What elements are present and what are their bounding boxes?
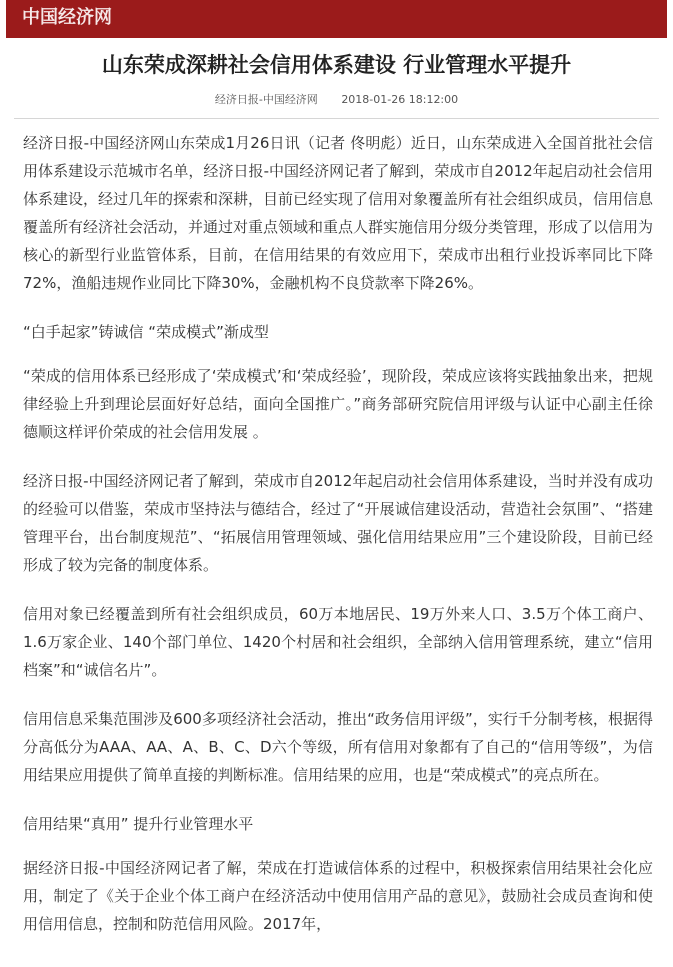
article-title: 山东荣成深耕社会信用体系建设 行业管理水平提升	[101, 53, 572, 77]
title-divider	[14, 118, 659, 119]
article-paragraph: 信用对象已经覆盖到所有社会组织成员，60万本地居民、19万外来人口、3.5万个体工商户、1.6万家企业、140个部门单位、1420个村居和社会组织，全部纳入信用管理系统，建立“信用档案”和“诚信名片”。	[23, 605, 653, 679]
site-header-bar	[6, 0, 667, 38]
article-paragraph: 信用信息采集范围涉及600多项经济社会活动，推出“政务信用评级”，实行千分制考核，根据得分高低分为AAA、AA、A、B、C、D六个等级，所有信用对象都有了自己的“信用等级”，为信用结果应用提供了简单直接的判断标准。信用结果的应用，也是“荣成模式”的亮点所在。	[23, 710, 653, 784]
article-paragraph: “荣成的信用体系已经形成了‘荣成模式’和‘荣成经验’，现阶段，荣成应该将实践抽象出来，把规律经验上升到理论层面好好总结，面向全国推广。”商务部研究院信用评级与认证中心副主任徐德顺这样评价荣成的社会信用发展 。	[23, 367, 653, 441]
article-datetime: 2018-01-26 18:12:00	[341, 93, 459, 106]
article-body	[23, 129, 653, 938]
article-paragraph: 据经济日报-中国经济网记者了解，荣成在打造诚信体系的过程中，积极探索信用结果社会化应用，制定了《关于企业个体工商户在经济活动中使用信用产品的意见》，鼓励社会成员查询和使用信用信息，控制和防范信用风险。2017年，	[23, 859, 653, 933]
article-subheading: “白手起家”铸诚信 “荣成模式”渐成型	[23, 323, 269, 341]
article-paragraph: 经济日报-中国经济网山东荣成1月26日讯（记者 佟明彪）近日，山东荣成进入全国首批社会信用体系建设示范城市名单，经济日报-中国经济网记者了解到，荣成市自2012年起启动社会信用体系建设，经过几年的探索和深耕，目前已经实现了信用对象覆盖所有社会组织成员，信用信息覆盖所有经济社会活动，并通过对重点领域和重点人群实施信用分级分类管理，形成了以信用为核心的新型行业监管体系，目前，在信用结果的有效应用下，荣成市出租行业投诉率同比下降72%，渔船违规作业同比下降30%，金融机构不良贷款率下降26%。	[23, 134, 654, 292]
article-subheading: 信用结果“真用” 提升行业管理水平	[23, 815, 254, 833]
article-meta	[0, 92, 673, 108]
site-logo[interactable]: 中国经济网	[22, 7, 112, 28]
article-source: 经济日报-中国经济网	[214, 93, 318, 106]
article-paragraph: 经济日报-中国经济网记者了解到，荣成市自2012年起启动社会信用体系建设，当时并没有成功的经验可以借鉴，荣成市坚持法与德结合，经过了“开展诚信建设活动，营造社会氛围”、“搭建管理平台，出台制度规范”、“拓展信用管理领域、强化信用结果应用”三个建设阶段，目前已经形成了较为完备的制度体系。	[23, 472, 653, 574]
